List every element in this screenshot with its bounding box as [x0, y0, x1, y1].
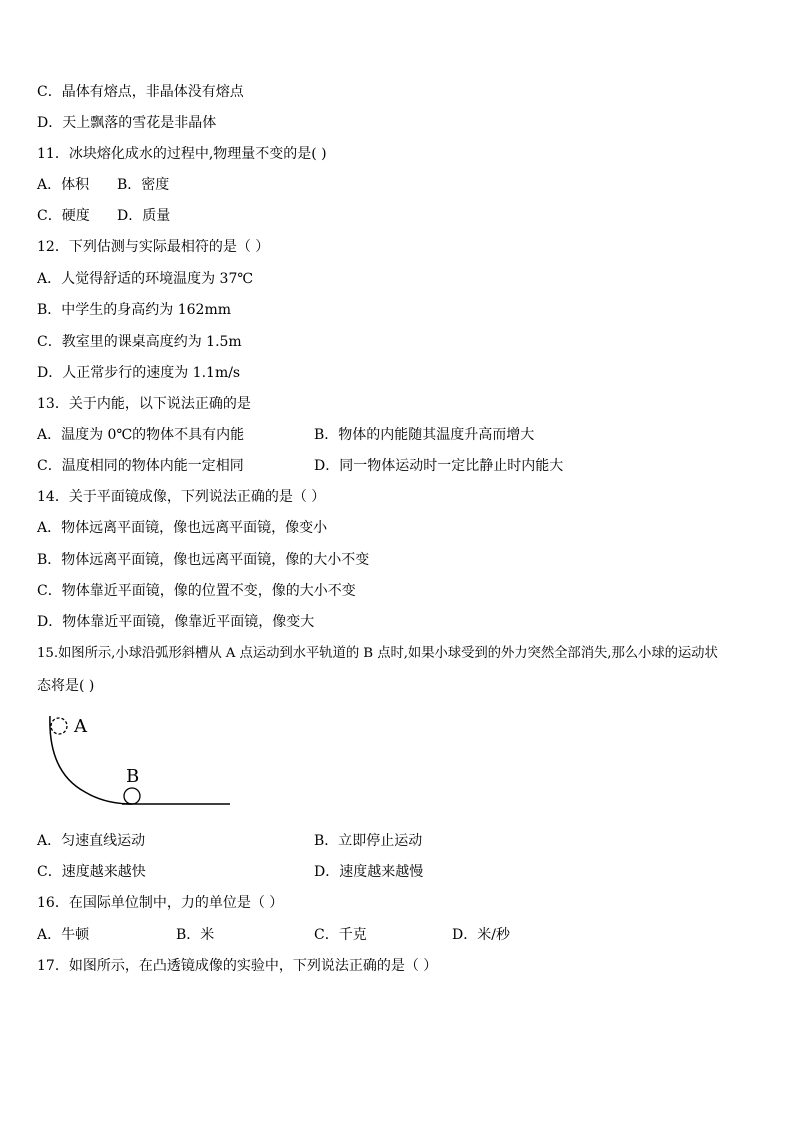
ball-at-a	[51, 718, 67, 734]
option-d: D．人正常步行的速度为 1.1m/s	[37, 365, 241, 381]
ramp-figure	[40, 712, 240, 812]
ball-at-b	[124, 788, 140, 804]
option-d: D．米/秒	[452, 927, 510, 943]
option-b: B．物体的内能随其温度升高而增大	[314, 427, 535, 443]
question-13: 13．关于内能，以下说法正确的是	[37, 396, 251, 412]
option-c: C．硬度	[37, 208, 90, 224]
option-b: B．物体远离平面镜，像也远离平面镜，像的大小不变	[37, 552, 370, 568]
option-c: C．千克	[314, 927, 367, 943]
question-11: 11．冰块熔化成水的过程中,物理量不变的是( )	[37, 146, 327, 162]
question-12: 12．下列估测与实际最相符的是（ ）	[37, 239, 270, 255]
option-b: B．米	[176, 927, 215, 943]
arc-track	[50, 716, 132, 804]
question-16: 16．在国际单位制中，力的单位是（ ）	[37, 895, 284, 911]
option-line: D．天上飘落的雪花是非晶体	[37, 115, 217, 131]
option-b: B．中学生的身高约为 162mm	[37, 302, 232, 318]
option-c: C．教室里的课桌高度约为 1.5m	[37, 334, 242, 350]
question-14: 14．关于平面镜成像，下列说法正确的是（ ）	[37, 489, 326, 505]
option-a: A．牛顿	[37, 927, 90, 943]
option-b: B．立即停止运动	[314, 833, 423, 849]
option-a: A．匀速直线运动	[37, 833, 146, 849]
option-a: A．温度为 0℃的物体不具有内能	[37, 427, 245, 443]
option-d: D．同一物体运动时一定比静止时内能大	[314, 458, 564, 474]
label-b: B	[126, 766, 140, 787]
option-b: B．密度	[117, 177, 170, 193]
question-17: 17．如图所示，在凸透镜成像的实验中，下列说法正确的是（ ）	[37, 958, 438, 974]
question-15: 15.如图所示,小球沿弧形斜槽从 A 点运动到水平轨道的 B 点时,如果小球受到的外力突然全部消失,那么小球的运动状	[37, 646, 718, 661]
option-line: C．晶体有熔点，非晶体没有熔点	[37, 84, 244, 100]
question-15-cont: 态将是( )	[37, 678, 95, 694]
option-c: C．物体靠近平面镜，像的位置不变，像的大小不变	[37, 583, 356, 599]
option-d: D．物体靠近平面镜，像靠近平面镜，像变大	[37, 614, 315, 630]
option-c: C．速度越来越快	[37, 864, 146, 880]
option-d: D．速度越来越慢	[314, 864, 424, 880]
label-a: A	[74, 716, 87, 737]
option-a: A．人觉得舒适的环境温度为 37℃	[37, 271, 254, 287]
option-d: D．质量	[117, 208, 171, 224]
option-a: A．体积	[37, 177, 90, 193]
option-c: C．温度相同的物体内能一定相同	[37, 458, 244, 474]
option-a: A．物体远离平面镜，像也远离平面镜，像变小	[37, 520, 328, 536]
